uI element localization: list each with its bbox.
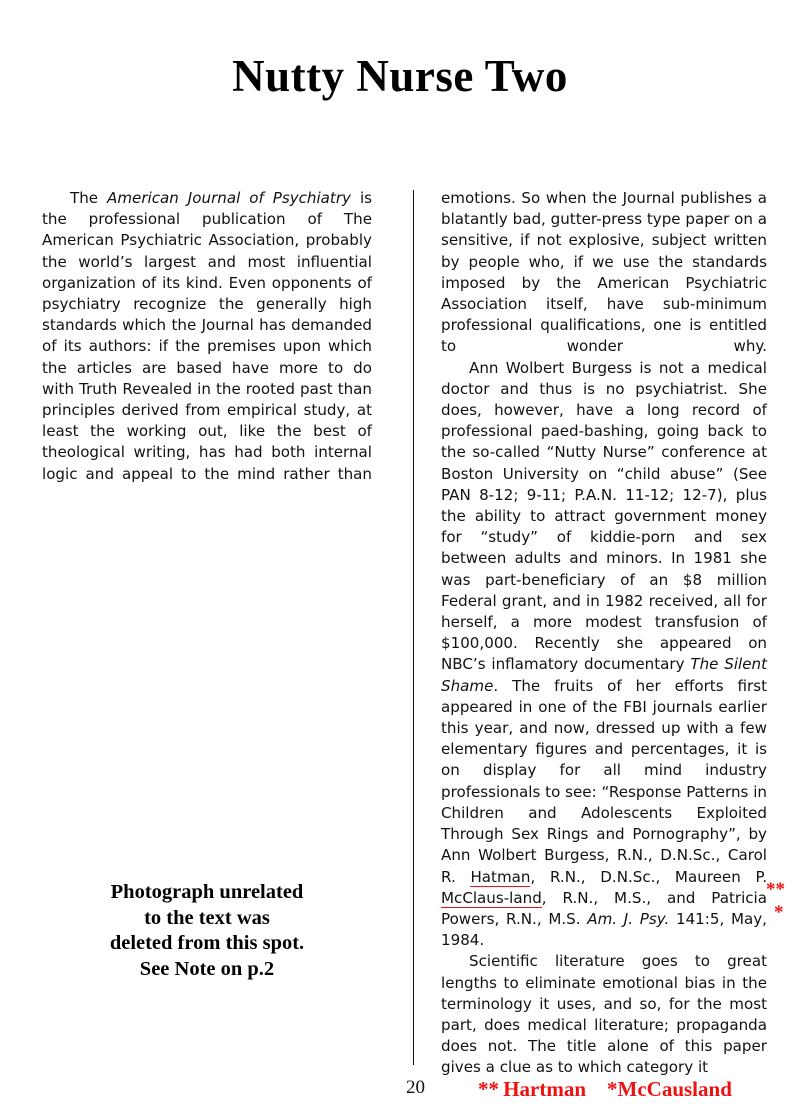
page-number: 20 xyxy=(406,1077,425,1098)
photo-note-line-1: Photograph unrelated xyxy=(110,881,304,903)
red-asterisk-single-marker: * xyxy=(774,902,784,923)
right-paragraph-2 xyxy=(441,358,767,952)
right-paragraph-3: Scientific literature goes to great lengths to eliminate emotional bias in the terminology it uses, and so, for the most part, does medical literature; propaganda does not. The title alone of this paper gives a clue as to which category it xyxy=(441,952,767,1077)
journal-title-italic: American Journal of Psychiatry xyxy=(107,189,351,207)
page-title: Nutty Nurse Two xyxy=(232,51,568,102)
right-paragraph-2-part-3: , R.N., D.N.Sc., Maureen P. xyxy=(530,867,768,886)
column-divider-rule xyxy=(413,190,414,1065)
right-paragraph-1: emotions. So when the Journal publishes a blatantly bad, gutter-press type paper on a sensitive, if not explosive, subject written by people who, if we use the standards imposed by the American Psychiatric Association itself, have sub-minimum professional qualifications, one is entitled to wonder why. xyxy=(441,189,767,356)
photo-removed-note xyxy=(42,880,372,982)
left-text-column xyxy=(42,188,372,485)
left-paragraph-1-rest: is the professional publication of The American Psychiatric Association, probably the world’s largest and most influential organization of its kind. Even opponents of psychiatry recognize the generally high standards which the Journal has demanded of its authors: if the premises upon which the articles are based have more to do with Truth Revealed in the rooted past than principles derived from empirical study, at least the working out, like the best of theological writing, has had both internal logic and appeal to the mind rather than xyxy=(42,189,373,483)
right-text-column xyxy=(441,188,767,1079)
right-paragraph-2-part-1: Ann Wolbert Burgess is not a medical doctor and thus is no psychiatrist. She does, however, have a long record of professional paed-bashing, going back to the so-called “Nutty Nurse” conference at Boston University on “child abuse” (See PAN 8-12; 9-11; P.A.N. 11-12; 12-7), plus the ability to attract government money for “study” of kiddie-porn and sex between adults and minors. In 1981 she was part-beneficiary of an $8 million Federal grant, and in 1982 received, all for herself, a more modest transfusion of $100,000. Recently she appeared on NBC’s inflamatory documentary xyxy=(441,358,767,674)
photo-note-line-3: deleted from this spot. xyxy=(109,932,305,954)
footer-correction-note: ** Hartman *McCausland xyxy=(478,1077,732,1101)
right-paragraph-2-part-5: 141:5, May, 1984. xyxy=(441,909,767,950)
journal-abbrev-italic: Am. J. Psy. xyxy=(587,909,670,928)
photo-note-line-4: See Note on p.2 xyxy=(139,957,275,980)
documentary-title-italic: The Silent Shame xyxy=(441,655,767,695)
right-paragraph-2-part-2: . The fruits of her efforts first appeared in one of the FBI journals earlier this year, and now, dressed up with a few elementary figures and percentages, it is on display for all mind industry professionals to see: “Response Patterns in Children and Adolescents Exploited Through Sex Rings and Pornography”, by Ann Wolbert Burgess, R.N., D.N.Sc., Carol R. xyxy=(441,676,767,886)
marked-name-hatman: Hatman xyxy=(470,867,531,886)
marked-name-mcclausland: McClaus-land xyxy=(441,888,542,907)
photo-note-line-2: to the text was xyxy=(144,906,270,929)
left-paragraph-1 xyxy=(42,188,372,485)
left-paragraph-1-lead: The xyxy=(70,189,108,207)
right-paragraph-2-part-4: , R.N., M.S., and Patricia Powers, R.N., M.S. xyxy=(441,888,767,928)
red-asterisk-double-marker: ** xyxy=(766,879,785,900)
